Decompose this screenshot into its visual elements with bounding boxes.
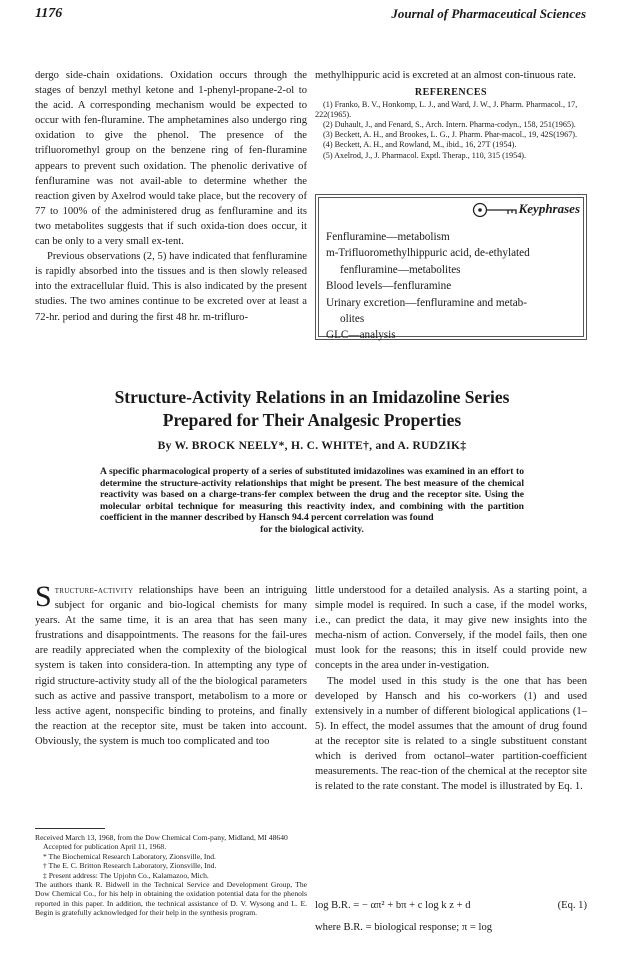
abstract [100,466,524,536]
reference-item: (3) Beckett, A. H., and Brookes, L. G., J. Pharm. Phar-macol., 19, 42S(1967). [323,130,578,140]
keyphrases-list [326,229,580,344]
keyphrase-continuation: fenfluramine—metabolites [340,263,461,276]
footnote-rule [35,828,105,829]
paragraph: little understood for a detailed analysis. As a starting point, a simple model is required. In such a case, if the model works, i.e., can predict the data, it may give new insights into the mecha-nism of action. Conversely, if the model fails, then one must look for the reasons; this in itself could provide new concepts in the area under in-vestigation. [315,585,587,672]
keyphrases-heading: Keyphrases [518,201,580,216]
keyphrase-item: Urinary excretion—fenfluramine and metab- [326,296,527,309]
footnote: † The E. C. Britton Research Laboratory, Zionsville, Ind. [43,861,217,871]
reference-item: (2) Duhault, J., and Fenard, S., Arch. Intern. Pharma-codyn., 158, 251(1965). [323,120,576,130]
paragraph: Previous observations (2, 5) have indicated that fenfluramine is rapidly absorbed into the tissues and is then slowly released into the extracellular fluid. This is also indicated by the present studies. The two amines continue to be excreted over at least a 72-hr. period and during the first 48 hr. m-trifluro- [35,251,307,323]
references-heading: REFERENCES [414,87,488,98]
keyphrases-box [315,194,587,340]
reference-item: (1) Franko, B. V., Honkomp, L. J., and Ward, J. W., J. Pharm. Pharmacol., 17, 222(1965). [315,100,578,120]
footnote: The authors thank R. Bidwell in the Technical Service and Development Group, The Dow Chemical Co., for his help in obtaining the oxidation potential data for the phenols reported in this paper. In addition, the technical assistance of D. V. Wysong and L. E. Begin is gratefully acknowledged for their help in the synthesis program. [35,880,307,918]
footnote: * The Biochemical Research Laboratory, Zionsville, Ind. [43,851,216,861]
keyphrase-item: Blood levels—fenfluramine [326,280,452,293]
paragraph-text: relationships have been an intriguing subject for organic and bio-logical chemists for many years. At the same time, it is an area that has seen many frustrations and disappointments. The reasons for the fail-ures are readily appreciated when the complexity of the biological system is taken into considera-tion. In attempting any type of rigid structure-activity study all of the the biological parameters such as active and passive transport, metabolism to a more or less active agent, nonspecific binding to proteins, and finally the reaction at the receptor site, must be taken into account. Obviously, the system is much too complicated and too [35,585,307,747]
footnote: ‡ Present address: The Upjohn Co., Kalamazoo, Mich. [43,870,209,880]
paragraph: The model used in this study is the one that has been developed by Hansch and his co-workers (1) and used extensively in a number of different biological applications (1–5). In effect, the model assumes that the amount of drug found at the receptor site is related to a single substituent constant which is derived from octanol–water partition-coefficient measurements. The reac-tion of the chemical at the receptor site is related to the rate constant. The model is illustrated by Eq. 1. [315,675,587,793]
paragraph: dergo side-chain oxidations. Oxidation occurs through the stages of benzyl methyl ketone and 1-phenyl-propane-2-ol to the acid. A corresponding mechanism would be expected to occur with fen-fluramine. The amphetamines also undergo ring oxidation to give the phenol. The presence of the trifluoromethyl group on the benzene ring of fen-fluramine appears to prevent such oxidation. The phenolic derivative of fenfluramine was not avail-able to determine whether the reaction given by Axelrod would take place, but the recovery of 77 to 100% of the administered drug as fenfluramine and its two metabolites suggests that if such oxida-tion does occur, it can be only to a very small ex-tent. [35,70,307,248]
footnotes [35,833,307,918]
page-number: 1176 [35,6,63,21]
body-right-last-line [315,920,587,935]
equation-1 [315,900,587,911]
keyphrase-item: GLC—analysis [326,329,396,342]
title-line: Prepared for Their Analgesic Properties [162,410,462,430]
body-right-column [315,583,587,794]
journal-title: Journal of Pharmaceutical Sciences [391,6,586,21]
reference-item: (4) Beckett, A. H., and Rowland, M., ibid., 16, 27T (1954). [323,140,517,150]
paragraph [35,580,307,749]
article-title [0,386,624,432]
top-left-column [35,68,307,325]
title-line: Structure-Activity Relations in an Imidazoline Series [114,387,510,407]
drop-cap: S [35,580,52,613]
footnote: Received March 13, 1968, from the Dow Chemical Com-pany, Midland, MI 48640 [35,833,288,842]
footnote: Accepted for publication April 11, 1968. [43,842,167,852]
equation-label: (Eq. 1) [557,900,587,911]
reference-item: (5) Axelrod, J., J. Pharmacol. Exptl. Therap., 110, 315 (1954). [323,150,527,160]
small-caps-lead: tructure-activity [54,585,134,596]
key-icon [472,202,522,218]
paragraph: methylhippuric acid is excreted at an almost con-tinuous rate. [315,70,576,81]
references [315,88,587,161]
equation: log B.R. = − απ² + bπ + c log k z + d [315,900,471,911]
top-right-text [315,68,587,83]
keyphrase-continuation: olites [340,313,365,326]
body-left-column [35,580,307,749]
article-authors: By W. BROCK NEELY*, H. C. WHITE†, and A. RUDZIK‡ [157,440,467,452]
keyphrase-item: Fenfluramine—metabolism [326,231,450,243]
abstract-text-last: for the biological activity. [260,523,364,535]
abstract-text: A specific pharmacological property of a series of substituted imidazolines was examined in an effort to determine the structure-activity relationships that might be present. The best measure of the chemical reactivity was based on a charge-trans-fer complex between the drug and the receptor site. Using the molecular orbital technique for measuring this reactivity index, and combining with the partition coefficient in the manner described by Hansch 94.4 percent correlation was found [100,466,524,524]
paragraph: where B.R. = biological response; π = log [315,922,493,933]
keyphrase-item: m-Trifluoromethylhippuric acid, de-ethylated [326,247,530,260]
